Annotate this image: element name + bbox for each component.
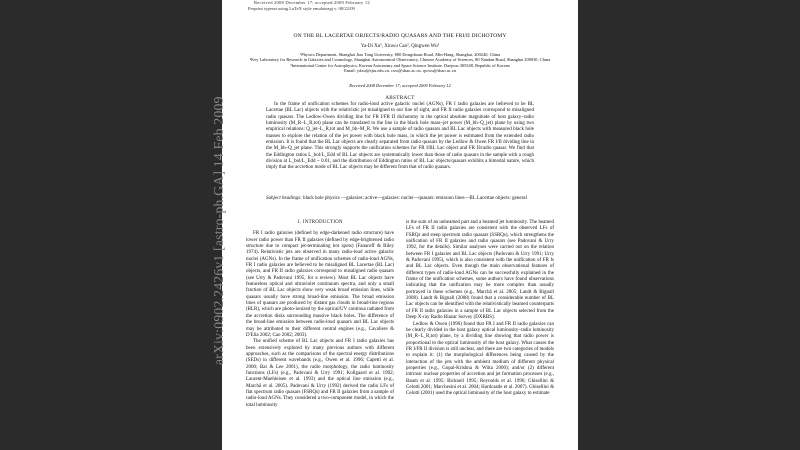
author-emails: Email: ydxu@sjtu.edu.cn, cxw@shao.ac.cn, qwwu@shao.ac.cn (344, 68, 456, 74)
affiliation-2: ²Key Laboratory for Research in Galaxies and Cosmology, Shanghai Astronomical Observatory, Chinese Academy of Sciences, 80 Nandan Road, Shanghai 200030, China (249, 57, 551, 63)
received-line: Received 2008 December 17; accepted 2009 February 12 (254, 0, 370, 5)
paper-authors: Ya-Di Xu¹, Xinwu Cao², Qingwen Wu³ (360, 44, 440, 49)
left-column (246, 220, 394, 409)
viewer-margin-right (578, 0, 800, 450)
abstract-heading: ABSTRACT (385, 95, 415, 101)
subject-headings (266, 196, 534, 202)
viewer-margin-left (0, 0, 222, 450)
abstract-text: In the frame of unification schemes for radio-loud active galactic nuclei (AGNs), FR I radio galaxies are believed to be BL Lacertae (BL Lac) objects with the relativistic jet misaligned to our line of sight, and FR II radio galaxies correspond to misaligned radio quasars. The Ledlow-Owen dividing line for FR I/FR II dichotomy in the optical absolute magnitude of host galaxy–radio luminosity (M_R–L_R,tot) plane can be translated to the line in the black hole mass–jet power (M_bh–Q_jet) plane by using two empirical relations: Q_jet–L_R,tot and M_bh–M_R. We use a sample of radio quasars and BL Lac objects with measured black hole masses to explore the relation of the jet power with black hole mass, in which the jet power is estimated from the extended radio emission. It is found that the BL Lac objects are clearly separated from radio quasars by the Ledlow & Owen FR I/II dividing line in the M_bh–Q_jet plane. This strongly supports the unification schemes for FR I/BL Lac object and FR II/radio quasar. We find that the Eddington ratios L_bol/L_Edd of BL Lac objects are systematically lower than those of radio quasars in the sample with a rough division at L_bol/L_Edd ~ 0.01, and the distribution of Eddington ratios of BL Lac objects/quasars exhibits a bimodal nature, which imply that the accretion mode of BL Lac objects may be different from that of radio quasars. (266, 102, 534, 171)
preprint-line: Preprint typeset using LaTeX style emulateapj v. 08/22/09 (248, 5, 355, 11)
affiliation-3: ³International Center for Astrophysics, Korean Astronomy and Space Science Institute, Daejeon 305348, Republic of Korean (290, 62, 510, 68)
affiliations (244, 52, 556, 74)
paragraph: FR I radio galaxies (defined by edge-darkened radio structure) have lower radio power than FR II galaxies (defined by edge-brightened radio structure due to compact jet-terminating hot spots) (Fanaroff & Riley 1974). Relativistic jets are observed in many radio-loud active galactic nuclei (AGNs). In the frame of unification schemes of radio-loud AGNs, FR I radio galaxies are believed to be misaligned BL Lacertae (BL Lac) objects, and FR II radio galaxies correspond to misaligned radio quasars (see Urry & Padovani 1995, for a review). Most BL Lac objects have featureless optical and ultraviolet continuum spectra, and only a small fraction of BL Lac objects show very weak broad emission lines, while quasars usually have strong broad-line emission. The broad emission lines of quasars are produced by distant gas clouds in broad-line regions (BLR), which are photo-ionized by the optical/UV continua radiated from the accretion disks surrounding massive black holes. The difference of the broad-line emission between radio-loud quasars and BL Lac objects may be attributed to their different central engines (e.g., Cavaliere & D'Elia 2002; Cao 2002; 2003). (246, 231, 394, 338)
paragraph: is the sum of an unbeamed part and a beamed jet luminosity. The beamed LFs of FR II radio galaxies are consistent with the observed LFs of FSRQs and steep spectrum radio quasars (SSRQs), which strengthens the unification of FR II galaxies and radio quasars (see Padovani & Urry 1992, for the details). Similar analyses were carried out on the relation between FR I galaxies and BL Lac objects (Padovani & Urry 1991; Urry & Padovani 1995), which is also consistent with the unification of FR Is and BL Lac objects. Even though the main observational features of different types of radio-loud AGNs can be successfully explained in the frame of the unification schemes, some authors have found observations indicating that the unification may be more complex than usually portrayed in these schemes (e.g., Marchã et al. 2005; Landt & Bignall 2008). Landt & Bignall (2008) found that a considerable number of BL Lac objects can be identified with the relativistically beamed counterparts of FR II radio galaxies in a sample of BL Lac objects selected from the Deep X-ray Radio Blazar Survey (DXRBS). (406, 220, 554, 321)
affiliation-1: ¹Physics Department, Shanghai Jiao Tong University, 800 Dongchuan Road, Min-Hang, Shanghai, 200240, China (299, 52, 501, 57)
right-column (406, 220, 554, 398)
paragraph: The unified scheme of BL Lac objects and FR I radio galaxies has been extensively explored by many previous authors with different approaches, such as the comparisons of the spectral energy distributions (SEDs) in different wavebands (e.g., Owen et al. 1996; Capetti et al. 2000; Bai & Lee 2001), the radio morphology, the radio luminosity functions (LFs) (e.g., Padovani & Urry 1991; Kollgaard et al. 1992; Laurent-Muehleisen et al. 1993) and the optical line emission (e.g., Marchã et al. 2005). Padovani & Urry (1992) derived the radio LFs of flat spectrum radio quasars (FSRQs) and FR II galaxies from a sample of radio-loud AGNs. They considered a two-component model, in which the total luminosity (246, 339, 394, 408)
subject-headings-label: Subject headings: (266, 196, 302, 201)
section-heading: 1. INTRODUCTION (297, 220, 343, 225)
page-header (248, 0, 370, 11)
paper-dates: Received 2008 December 17; accepted 2009 February 12 (349, 83, 451, 88)
paragraph: Ledlow & Owen (1996) found that FR I and FR II radio galaxies can be clearly divided in the host galaxy optical luminosity–radio luminosity (M_R–L_R,tot) plane, by a dividing line showing that radio power is proportional to the optical luminosity of the host galaxy. What causes the FR I/FR II division is still unclear, and there are two categories of models to explain it: (1) the morphological differences being caused by the interaction of the jets with the ambient medium of different physical properties (e.g., Gopal-Krishna & Wiita 2000); and/or (2) different intrinsic nuclear properties of accretion and jet formation processes (e.g., Baum et al. 1995; Bicknell 1995; Reynolds et al. 1996; Ghisellini & Celotti 2001; Marchesini et al. 2004; Hardcastle et al. 2007). Ghisellini & Celotti (2001) used the optical luminosity of the host galaxy to estimate (406, 321, 554, 397)
arxiv-stamp: arXiv:0902.2426v1 [astro-ph.GA] 14 Feb 2009 (211, 96, 226, 365)
pdf-page[interactable] (222, 0, 578, 450)
paper-title: ON THE BL LACERTAE OBJECTS/RADIO QUASARS AND THE FRI/II DICHOTOMY (293, 33, 507, 39)
subject-headings-text: black hole physics —galaxies: active—galaxies: nuclei—quasars: emission lines—BL Lacertae objects: general (301, 196, 527, 201)
